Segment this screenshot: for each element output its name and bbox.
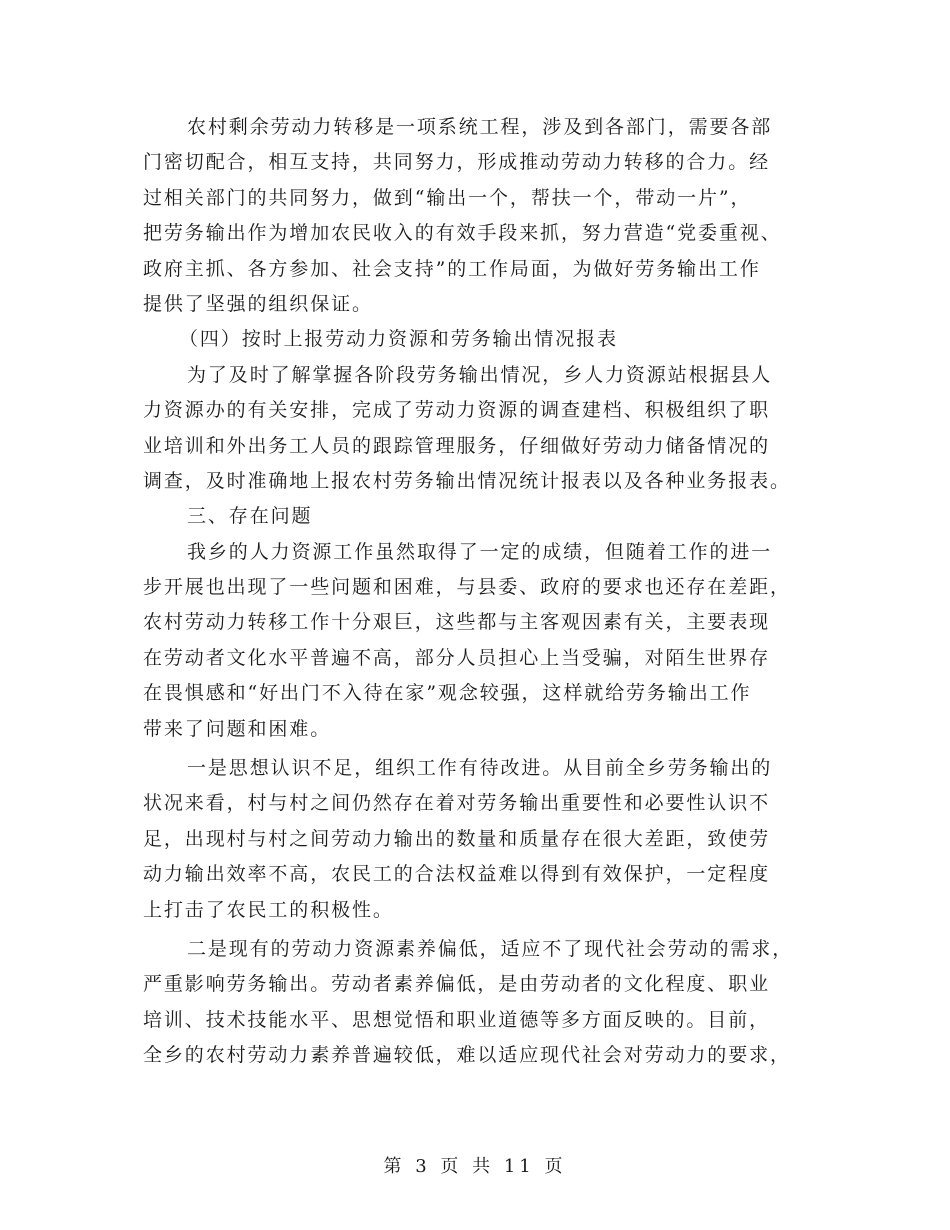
text-line: 农村劳动力转移工作十分艰巨，这些都与主客观因素有关，主要表现 xyxy=(143,611,771,634)
text-line: 我乡的人力资源工作虽然取得了一定的成绩，但随着工作的进一 xyxy=(187,540,773,563)
text-line: 力资源办的有关安排，完成了劳动力资源的调查建档、积极组织了职 xyxy=(143,399,771,422)
text-line: 过相关部门的共同努力，做到“输出一个，帮扶一个，带动一片”， xyxy=(143,186,752,209)
text-line: 严重影响劳务输出。劳动者素养偏低，是由劳动者的文化程度、职业 xyxy=(143,973,771,996)
text-line: 农村剩余劳动力转移是一项系统工程，涉及到各部门，需要各部 xyxy=(187,116,773,138)
text-line: 动力输出效率不高，农民工的合法权益难以得到有效保护，一定程度 xyxy=(143,863,771,886)
document-body xyxy=(143,110,811,1074)
text-line: 培训、技术技能水平、思想觉悟和职业道德等多方面反映的。目前， xyxy=(143,1008,771,1031)
text-line: 提供了坚强的组织保证。 xyxy=(143,292,373,315)
text-line: 在劳动者文化水平普遍不高，部分人员担心上当受骗，对陌生世界存 xyxy=(143,646,771,669)
paragraph-reporting xyxy=(143,358,811,500)
text-line: 步开展也出现了一些问题和困难，与县委、政府的要求也还存在差距， xyxy=(143,576,791,599)
paragraph-problems-intro xyxy=(143,535,811,747)
paragraph-problem-one xyxy=(143,751,811,928)
text-line: 一是思想认识不足，组织工作有待改进。从目前全乡劳务输出的 xyxy=(187,757,773,780)
text-line: 带来了问题和困难。 xyxy=(143,717,332,740)
text-line: 业培训和外出务工人员的跟踪管理服务，仔细做好劳动力储备情况的 xyxy=(143,434,771,457)
text-line: 门密切配合，相互支持，共同努力，形成推动劳动力转移的合力。经 xyxy=(143,151,771,174)
text-line: 上打击了农民工的积极性。 xyxy=(143,898,394,921)
text-line: 全乡的农村劳动力素养普遍较低，难以适应现代社会对劳动力的要求， xyxy=(143,1044,791,1067)
text-line: 在畏惧感和“好出门不入待在家”观念较强，这样就给劳务输出工作 xyxy=(143,682,752,705)
section-heading-four: （四）按时上报劳动力资源和劳务输出情况报表 xyxy=(179,328,618,351)
text-line: 政府主抓、各方参加、社会支持”的工作局面，为做好劳务输出工作 xyxy=(143,257,761,280)
text-line: 把劳务输出作为增加农民收入的有效手段来抓，努力营造“党委重视、 xyxy=(143,222,782,245)
page-number-footer: 第 3 页 共 11 页 xyxy=(383,1156,567,1177)
section-heading-problems: 三、存在问题 xyxy=(187,505,313,528)
text-line: 为了及时了解掌握各阶段劳务输出情况，乡人力资源站根据县人 xyxy=(187,363,773,386)
paragraph-problem-two xyxy=(143,932,811,1074)
text-line: 状况来看，村与村之间仍然存在着对劳务输出重要性和必要性认识不 xyxy=(143,792,771,815)
paragraph-cooperation xyxy=(143,110,811,322)
text-line: 二是现有的劳动力资源素养偏低，适应不了现代社会劳动的需求， xyxy=(187,937,794,960)
text-line: 调查，及时准确地上报农村劳务输出情况统计报表以及各种业务报表。 xyxy=(143,469,791,492)
text-line: 足，出现村与村之间劳动力输出的数量和质量存在很大差距，致使劳 xyxy=(143,827,771,850)
